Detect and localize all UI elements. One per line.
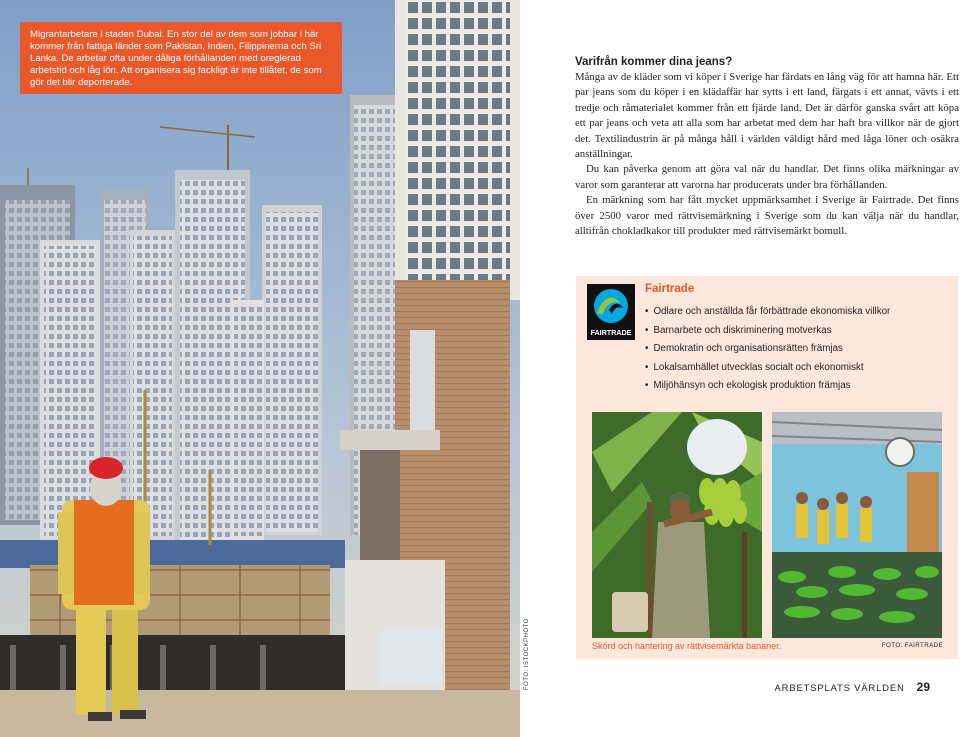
list-item: • Miljöhänsyn och ekologisk produktion främjas (645, 377, 890, 396)
photo-caption: Migrantarbetare i staden Dubai. En stor del av dem som jobbar i här kommer från fattiga länder som Pakistan, Indien, Filippinerna och Sri Lanka. De arbetar ofta under dåliga förhållanden med oreglerad arbetstid och låg lön. Att organisera sig fackligt är inte tillåtet, de som gör det blir deporterade. (20, 22, 342, 94)
article-paragraph: Många av de kläder som vi köper i Sverige har färdats en lång väg för att hamna här. Ett par jeans som du köper i en klädaffär har sytts i ett land, färgats i ett annat, vävts i ett tredje och råmaterialet kommer från ett fjärde land. Det är därför ganska svårt att köpa ett par jeans och veta att alla som har arbetat med dem har haft bra villkor när de gjort det. Textilindustrin är på många håll i världen väldigt hård med låga löner och osäkra anställningar. (575, 71, 959, 161)
fairtrade-logo-text: FAIRTRADE (590, 328, 632, 337)
banana-harvest-photo (592, 412, 762, 638)
article-paragraph: En märkning som har fått mycket uppmärksamhet i Sverige är Fairtrade. Det finns över 2500 varor med rättvisemärkning i Sverige som du kan välja när du handlar, alltifrån chokladkakor till produkter med rättvisemärkt bomull. (575, 194, 959, 238)
article-heading: Varifrån kommer dina jeans? (575, 56, 733, 68)
fairtrade-list (645, 303, 890, 396)
page-number: 29 (916, 680, 930, 694)
fairtrade-mark-icon (587, 284, 635, 328)
list-item: • Barnarbete och diskriminering motverkas (645, 322, 890, 341)
page-footer (775, 680, 930, 694)
fairtrade-photo-caption: Skörd och hantering av rättvisemärkta bananer. (592, 641, 782, 651)
article-paragraph: Du kan påverka genom att göra val när du handlar. Det finns olika märkningar av varor som garanterar att varorna har producerats under bra förhållanden. (575, 163, 959, 191)
fairtrade-logo (587, 284, 635, 340)
list-item: • Lokalsamhället utvecklas socialt och ekonomiskt (645, 359, 890, 378)
publication-label: ARBETSPLATS VÄRLDEN (774, 683, 905, 694)
article (575, 56, 959, 239)
fairtrade-title: Fairtrade (645, 283, 695, 295)
fairtrade-box (576, 276, 958, 659)
fairtrade-photo-credit: FOTO: FAIRTRADE (881, 642, 943, 649)
banana-packing-photo (772, 412, 942, 638)
list-item: • Demokratin och organisationsrätten främjas (645, 340, 890, 359)
photo-credit: FOTO: ISTOCKPHOTO (524, 618, 530, 690)
list-item: • Odlare och anställda får förbättrade ekonomiska villkor (645, 303, 890, 322)
